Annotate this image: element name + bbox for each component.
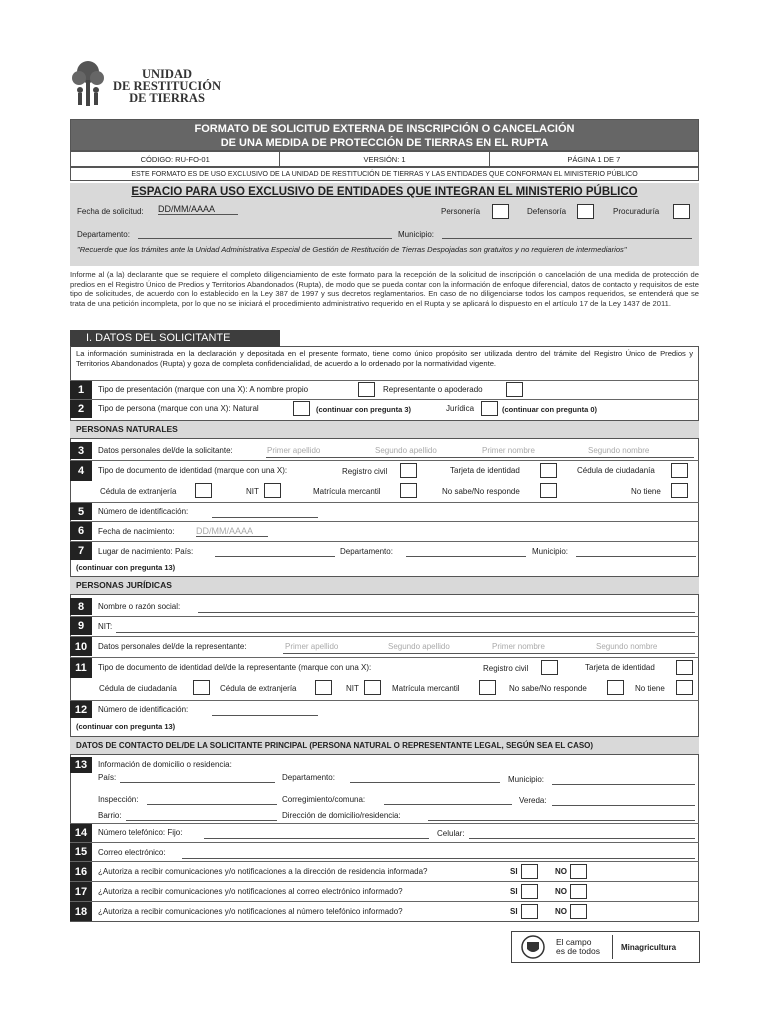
q14-cel-input[interactable] bbox=[469, 838, 695, 839]
q11-row bbox=[70, 658, 699, 678]
q13-mun-label: Municipio: bbox=[508, 775, 545, 784]
q3-row bbox=[70, 442, 699, 459]
logo-line3: DE TIERRAS bbox=[129, 91, 205, 105]
personeria-checkbox[interactable] bbox=[492, 204, 509, 219]
q16-row bbox=[70, 862, 699, 881]
natural-checkbox[interactable] bbox=[293, 401, 310, 416]
q7-dep-label: Departamento: bbox=[340, 547, 393, 556]
personas-juridicas-header: PERSONAS JURÍDICAS bbox=[70, 576, 699, 595]
q15-label: Correo electrónico: bbox=[98, 848, 166, 857]
q16-number: 16 bbox=[70, 862, 92, 881]
mp-heading: ESPACIO PARA USO EXCLUSIVO DE ENTIDADES QUE INTEGRAN EL MINISTERIO PÚBLICO bbox=[131, 186, 638, 198]
q4-nosabe-checkbox[interactable] bbox=[540, 483, 557, 498]
q2-cont2: (continuar con pregunta 0) bbox=[502, 405, 598, 414]
q13-row bbox=[70, 757, 699, 823]
q3-primer-apellido[interactable]: Primer apellido bbox=[267, 446, 321, 455]
q3-label: Datos personales del/de la solicitante: bbox=[98, 446, 233, 455]
q18-no-checkbox[interactable] bbox=[570, 904, 587, 919]
logo bbox=[70, 60, 240, 110]
q17-number: 17 bbox=[70, 882, 92, 901]
q5-input[interactable] bbox=[212, 517, 318, 518]
q13-insp-label: Inspección: bbox=[98, 795, 139, 804]
q8-input[interactable] bbox=[198, 612, 695, 613]
q8-number: 8 bbox=[70, 598, 92, 615]
q10-row bbox=[70, 637, 699, 656]
q15-row bbox=[70, 843, 699, 861]
q18-number: 18 bbox=[70, 902, 92, 921]
q11-o1: Registro civil bbox=[483, 664, 529, 673]
q4-notiene-checkbox[interactable] bbox=[671, 483, 688, 498]
mp-departamento-label: Departamento: bbox=[77, 230, 130, 239]
q1-label: Tipo de presentación (marque con una X): A nombre propio bbox=[98, 385, 309, 394]
q17-no-label: NO bbox=[555, 887, 567, 896]
q12-label: Número de identificación: bbox=[98, 705, 189, 714]
q13-corr-label: Corregimiento/comuna: bbox=[282, 795, 366, 804]
logo-line2: DE RESTITUCIÓN bbox=[112, 79, 221, 93]
q9-row bbox=[70, 617, 699, 635]
q3-number: 3 bbox=[70, 442, 92, 459]
q3-segundo-apellido[interactable]: Segundo apellido bbox=[375, 446, 437, 455]
q7-dep-input[interactable] bbox=[406, 556, 526, 557]
footer-logo bbox=[511, 931, 700, 963]
q14-label: Número telefónico: Fijo: bbox=[98, 828, 183, 837]
q4-matricula-checkbox[interactable] bbox=[400, 483, 417, 498]
q4-label: Tipo de documento de identidad (marque con una X): bbox=[98, 466, 288, 475]
juridica-checkbox[interactable] bbox=[481, 401, 498, 416]
q13-pais-input[interactable] bbox=[120, 782, 275, 783]
ministerio-publico-block bbox=[70, 183, 699, 266]
coat-of-arms-icon bbox=[516, 933, 550, 961]
q4-o3: Cédula de ciudadanía bbox=[577, 466, 655, 475]
contacto-header: DATOS DE CONTACTO DEL/DE LA SOLICITANTE PRINCIPAL (PERSONA NATURAL O REPRESENTANTE LEGAL, SEGÚN SEA EL CASO) bbox=[70, 736, 699, 755]
q18-si-checkbox[interactable] bbox=[521, 904, 538, 919]
recuerde-note: "Recuerde que los trámites ante la Unidad Administrativa Especial de Gestión de Restitución de Tierras Despojadas son gratuitos y no requieren de intermediarios" bbox=[77, 245, 627, 254]
q10-segundo-nombre[interactable]: Segundo nombre bbox=[596, 642, 658, 651]
q3-segundo-nombre[interactable]: Segundo nombre bbox=[588, 446, 650, 455]
q11-matricula-checkbox[interactable] bbox=[479, 680, 496, 695]
q13-barrio-label: Barrio: bbox=[98, 811, 122, 820]
fecha-label: Fecha de solicitud: bbox=[77, 207, 144, 216]
q11-number: 11 bbox=[70, 658, 92, 678]
q4-registro-civil-checkbox[interactable] bbox=[400, 463, 417, 478]
q16-si-label: SI bbox=[510, 867, 518, 876]
q11-o6: Matrícula mercantil bbox=[392, 684, 460, 693]
q17-si-checkbox[interactable] bbox=[521, 884, 538, 899]
q6-number: 6 bbox=[70, 522, 92, 540]
q4-number: 4 bbox=[70, 461, 92, 481]
q6-input[interactable]: DD/MM/AAAA bbox=[196, 526, 268, 537]
q16-no-checkbox[interactable] bbox=[570, 864, 587, 879]
q11-nit-checkbox[interactable] bbox=[364, 680, 381, 695]
q14-cel-label: Celular: bbox=[437, 829, 465, 838]
q10-primer-apellido[interactable]: Primer apellido bbox=[285, 642, 339, 651]
version: VERSIÓN: 1 bbox=[280, 152, 489, 166]
q4-cedula-checkbox[interactable] bbox=[671, 463, 688, 478]
form-title bbox=[70, 119, 699, 151]
pagina: PÁGINA 1 DE 7 bbox=[567, 155, 621, 164]
q4-o5: NIT bbox=[246, 487, 259, 496]
continue-13-b: (continuar con pregunta 13) bbox=[76, 722, 176, 731]
q14-row bbox=[70, 824, 699, 842]
tree-logo-icon bbox=[70, 60, 106, 110]
nombre-propio-checkbox[interactable] bbox=[358, 382, 375, 397]
q4-row bbox=[70, 461, 699, 481]
q7-row bbox=[70, 542, 699, 560]
q13-pais-label: País: bbox=[98, 773, 117, 782]
q17-row bbox=[70, 882, 699, 901]
q4-o2: Tarjeta de identidad bbox=[450, 466, 520, 475]
q13-dep-input[interactable] bbox=[350, 782, 500, 783]
q13-insp-input[interactable] bbox=[147, 804, 277, 805]
mp-departamento-input[interactable] bbox=[138, 238, 392, 239]
q10-primer-nombre[interactable]: Primer nombre bbox=[492, 642, 545, 651]
q7-label: Lugar de nacimiento: País: bbox=[98, 547, 194, 556]
q9-number: 9 bbox=[70, 617, 92, 635]
q17-label: ¿Autoriza a recibir comunicaciones y/o notificaciones al correo electrónico informado? bbox=[98, 887, 403, 896]
fecha-input[interactable]: DD/MM/AAAA bbox=[158, 204, 238, 215]
q2-cont1: (continuar con pregunta 3) bbox=[316, 405, 412, 414]
q4-o6: Matrícula mercantil bbox=[313, 487, 381, 496]
q13-dir-label: Dirección de domicilio/residencia: bbox=[282, 811, 401, 820]
continue-13-a: (continuar con pregunta 13) bbox=[76, 563, 176, 572]
q8-label: Nombre o razón social: bbox=[98, 602, 181, 611]
q12-row bbox=[70, 701, 699, 718]
q14-fijo-input[interactable] bbox=[204, 838, 429, 839]
q12-number: 12 bbox=[70, 701, 92, 718]
q10-number: 10 bbox=[70, 637, 92, 656]
footer-campo1: El campo bbox=[556, 937, 592, 947]
q5-row bbox=[70, 503, 699, 520]
q15-number: 15 bbox=[70, 843, 92, 861]
title-line2: DE UNA MEDIDA DE PROTECCIÓN DE TIERRAS EN EL RUPTA bbox=[220, 137, 549, 149]
procuraduria-label: Procuraduría bbox=[613, 207, 660, 216]
defensoria-label: Defensoría bbox=[527, 207, 567, 216]
q11-o3: Cédula de ciudadanía bbox=[99, 684, 177, 693]
mp-municipio-label: Municipio: bbox=[398, 230, 435, 239]
footer-campo2: es de todos bbox=[556, 946, 600, 956]
intro-paragraph: Informe al (a la) declarante que se requiere el completo diligenciamiento de este formato para la recepción de la solicitud de inscripción o cancelación de una medida de protección de predios en el Registro Único de Predios y Territorios Abandonados (Rupta), de modo que se pueda contar con la información de enfoque diferencial, datos de contacto y requisitos de este tipo de solicitudes, de acuerdo con lo establecido en la Ley 387 de 1997 y sus decretos reglamentarios. En caso de no diligenciarse todos los campos requeridos, se entenderá que se trata de una petición incompleta, por lo que no se iniciará el procedimiento administrativo requerido en el Rupta y se aplicará lo dispuesto en el artículo 17 de la Ley 1437 de 2011. bbox=[70, 270, 699, 308]
q11-label: Tipo de documento de identidad del/de la representante (marque con una X): bbox=[98, 663, 372, 672]
q17-si-label: SI bbox=[510, 887, 518, 896]
q6-row bbox=[70, 522, 699, 540]
q11-o4: Cédula de extranjería bbox=[220, 684, 297, 693]
q11-o5: NIT bbox=[346, 684, 359, 693]
q13-label: Información de domicilio o residencia: bbox=[98, 760, 232, 769]
codigo: CÓDIGO: RU-FO-01 bbox=[71, 152, 280, 166]
q1-rep-label: Representante o apoderado bbox=[383, 385, 483, 394]
q3-primer-nombre[interactable]: Primer nombre bbox=[482, 446, 535, 455]
q1-number: 1 bbox=[70, 381, 92, 399]
mp-municipio-input[interactable] bbox=[442, 238, 692, 239]
q4-o4: Cédula de extranjería bbox=[100, 487, 177, 496]
q18-label: ¿Autoriza a recibir comunicaciones y/o notificaciones al número telefónico informado? bbox=[98, 907, 403, 916]
q1-row bbox=[70, 381, 699, 399]
personas-naturales-header: PERSONAS NATURALES bbox=[70, 420, 699, 439]
logo-line1: UNIDAD bbox=[142, 67, 192, 81]
q16-label: ¿Autoriza a recibir comunicaciones y/o notificaciones a la dirección de residencia informada? bbox=[98, 867, 428, 876]
q17-no-checkbox[interactable] bbox=[570, 884, 587, 899]
q5-number: 5 bbox=[70, 503, 92, 520]
personeria-label: Personería bbox=[441, 207, 481, 216]
q11-nosabe-checkbox[interactable] bbox=[607, 680, 624, 695]
q2-label: Tipo de persona (marque con una X): Natural bbox=[98, 404, 259, 413]
q8-row bbox=[70, 598, 699, 615]
q4-tarjeta-checkbox[interactable] bbox=[540, 463, 557, 478]
q11-tarjeta-checkbox[interactable] bbox=[676, 660, 693, 675]
representante-checkbox[interactable] bbox=[506, 382, 523, 397]
q4-o7: No sabe/No responde bbox=[442, 487, 520, 496]
q7-mun-label: Municipio: bbox=[532, 547, 569, 556]
procuraduria-checkbox[interactable] bbox=[673, 204, 690, 219]
q13-number: 13 bbox=[70, 757, 92, 773]
q4-o1: Registro civil bbox=[342, 467, 388, 476]
q2-juridica-label: Jurídica bbox=[446, 404, 475, 413]
footer-ministry: Minagricultura bbox=[620, 942, 677, 952]
q2-row bbox=[70, 400, 699, 418]
q10-segundo-apellido[interactable]: Segundo apellido bbox=[388, 642, 450, 651]
section-1-desc: La información suministrada en la declaración y depositada en el presente formato, tiene como único propósito ser utilizada dentro del trámite del Registro Único de Predios y Territorios Abandonados (Rupta) y goza de completa confidencialidad, de acuerdo a lo ordenado por la normatividad vigente. bbox=[76, 349, 693, 368]
q11-extranjeria-checkbox[interactable] bbox=[315, 680, 332, 695]
q13-dep-label: Departamento: bbox=[282, 773, 335, 782]
q13-dir-input[interactable] bbox=[428, 820, 695, 821]
q13-mun-input[interactable] bbox=[552, 784, 695, 785]
code-row bbox=[70, 151, 699, 167]
q10-label: Datos personales del/de la representante: bbox=[98, 642, 247, 651]
q7-number: 7 bbox=[70, 542, 92, 560]
title-line1: FORMATO DE SOLICITUD EXTERNA DE INSCRIPCIÓN O CANCELACIÓN bbox=[194, 123, 575, 135]
q11-cedula-checkbox[interactable] bbox=[193, 680, 210, 695]
q11-o2: Tarjeta de identidad bbox=[585, 663, 655, 672]
q7-mun-input[interactable] bbox=[576, 556, 696, 557]
q4-o8: No tiene bbox=[631, 487, 661, 496]
q12-input[interactable] bbox=[212, 715, 318, 716]
q18-row bbox=[70, 902, 699, 921]
q11-o7: No sabe/No responde bbox=[509, 684, 587, 693]
q11-o8: No tiene bbox=[635, 684, 665, 693]
q4-row2 bbox=[70, 481, 699, 501]
q9-label: NIT: bbox=[98, 622, 113, 631]
q5-label: Número de identificación: bbox=[98, 507, 189, 516]
q13-vereda-label: Vereda: bbox=[519, 796, 547, 805]
exclusive-note: ESTE FORMATO ES DE USO EXCLUSIVO DE LA UNIDAD DE RESTITUCIÓN DE TIERRAS Y LAS ENTIDADES QUE CONFORMAN EL MINISTERIO PÚBLICO bbox=[70, 167, 699, 181]
q9-input[interactable] bbox=[116, 632, 695, 633]
q11-notiene-checkbox[interactable] bbox=[676, 680, 693, 695]
q13-barrio-input[interactable] bbox=[126, 820, 277, 821]
q13-corr-input[interactable] bbox=[384, 804, 512, 805]
q18-si-label: SI bbox=[510, 907, 518, 916]
q16-no-label: NO bbox=[555, 867, 567, 876]
q7-pais-input[interactable] bbox=[215, 556, 335, 557]
q2-number: 2 bbox=[70, 400, 92, 418]
q13-vereda-input[interactable] bbox=[552, 805, 695, 806]
q4-extranjeria-checkbox[interactable] bbox=[195, 483, 212, 498]
section-1-title: I. DATOS DEL SOLICITANTE bbox=[70, 330, 280, 347]
defensoria-checkbox[interactable] bbox=[577, 204, 594, 219]
q6-label: Fecha de nacimiento: bbox=[98, 527, 175, 536]
q11-row2 bbox=[70, 678, 699, 699]
q18-no-label: NO bbox=[555, 907, 567, 916]
q16-si-checkbox[interactable] bbox=[521, 864, 538, 879]
q4-nit-checkbox[interactable] bbox=[264, 483, 281, 498]
q11-registro-civil-checkbox[interactable] bbox=[541, 660, 558, 675]
q14-number: 14 bbox=[70, 824, 92, 842]
q15-input[interactable] bbox=[182, 858, 695, 859]
